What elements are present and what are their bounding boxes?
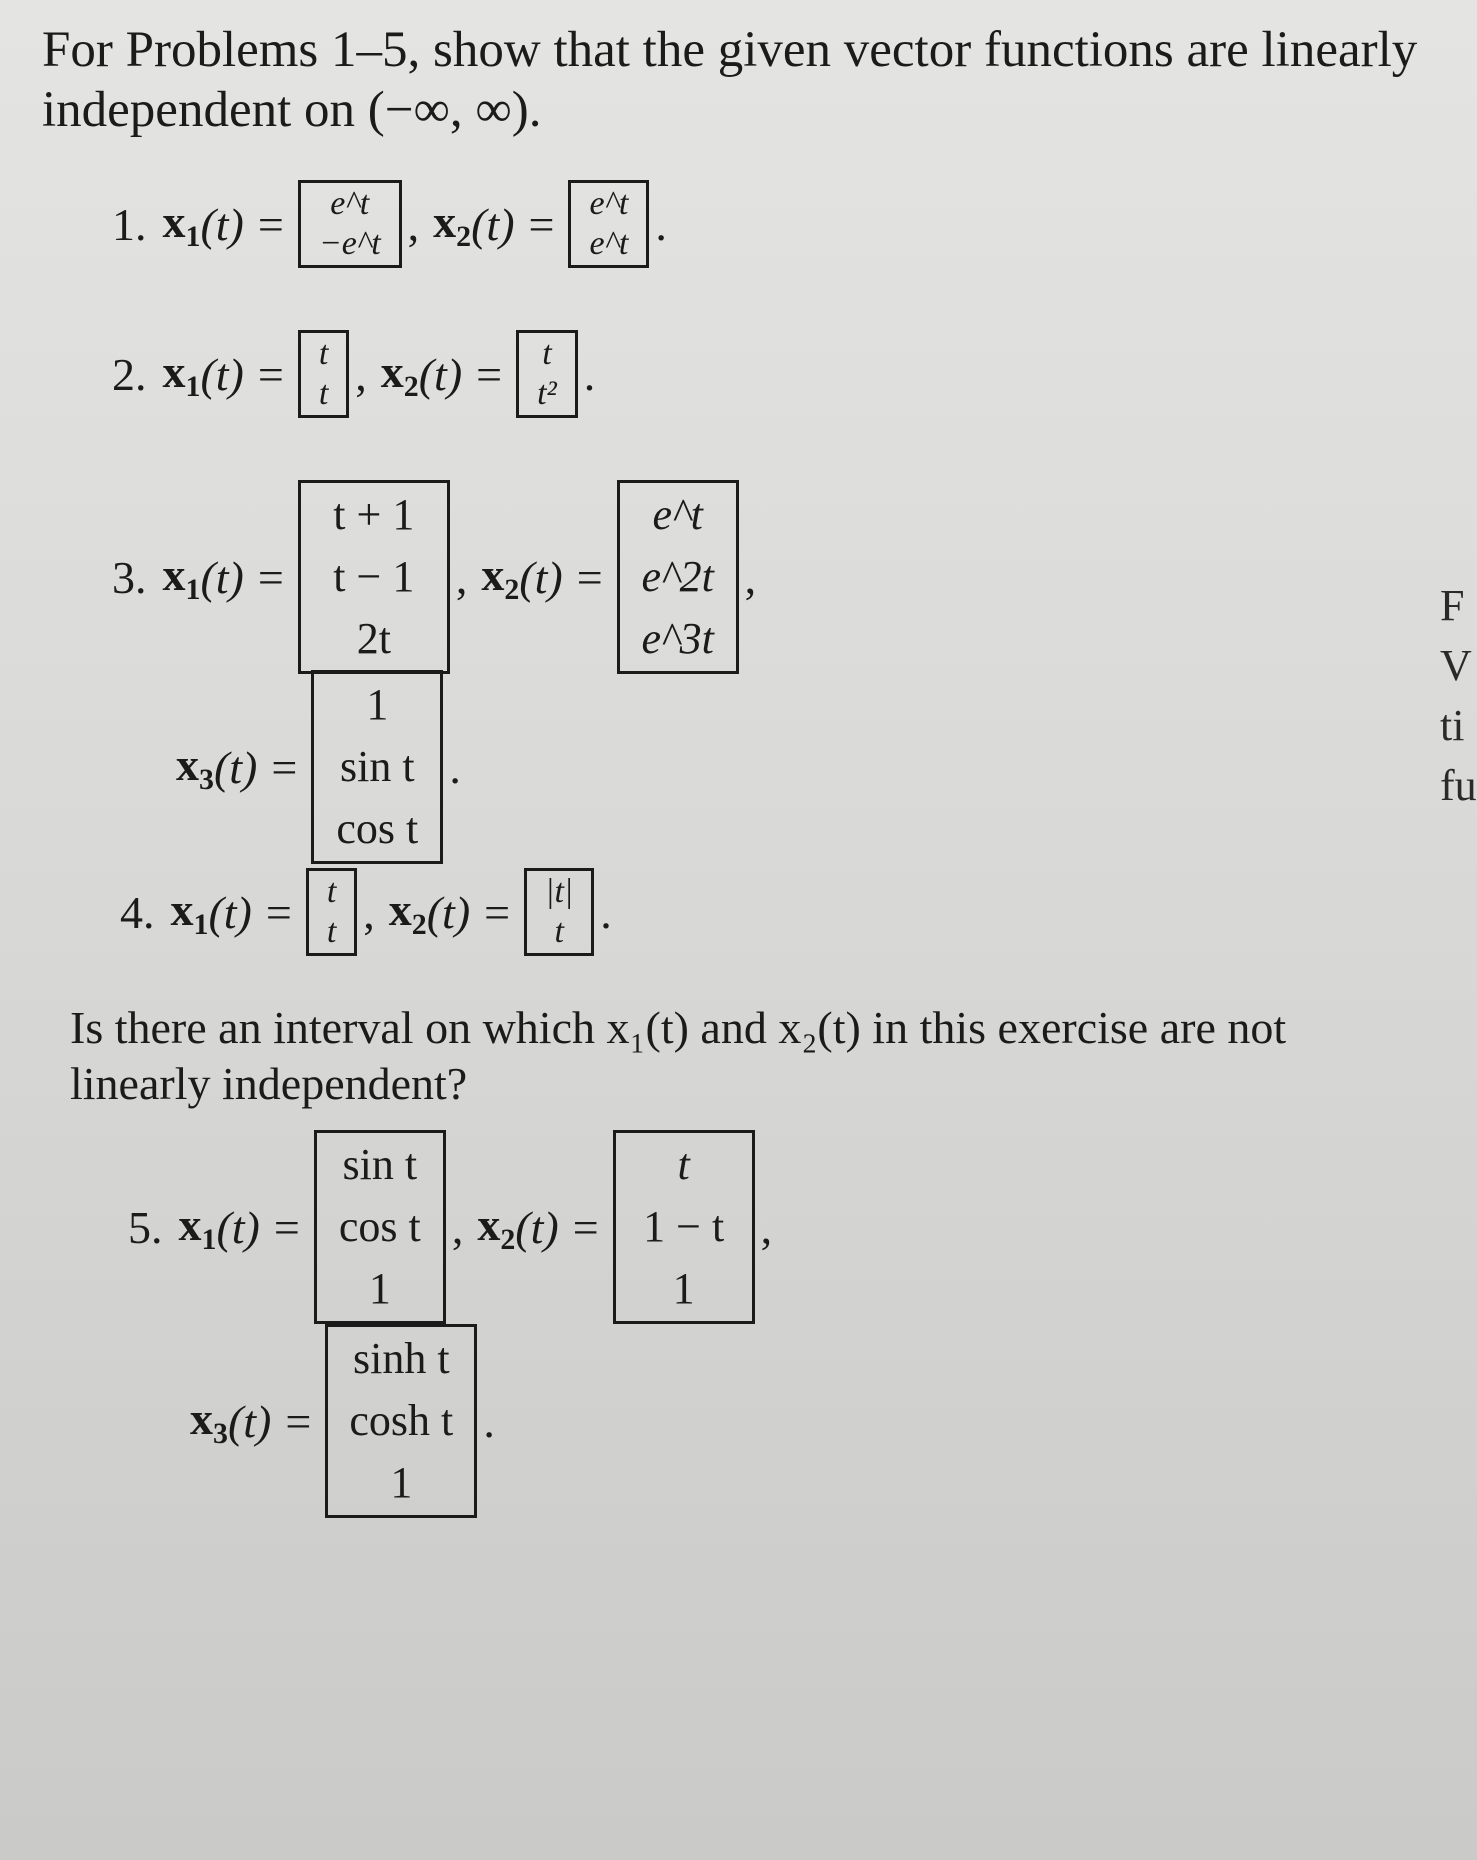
matrix-cell: 1 bbox=[672, 1264, 695, 1313]
problem-4-question: Is there an interval on which x₁(t) and x₂(t) in this exercise are not linearly independent? bbox=[70, 1002, 1287, 1109]
matrix-cell: t bbox=[554, 913, 564, 950]
problem-1: 1. $x_1$ (t) = e^t −e^t , $x_2$ (t) = e^t e^t . bbox=[112, 180, 667, 268]
matrix-cell: e^t bbox=[652, 490, 703, 539]
matrix-cell: e^t bbox=[589, 185, 629, 222]
matrix-cell: 1 bbox=[368, 1264, 391, 1313]
matrix-x2 bbox=[617, 480, 739, 674]
matrix-x2 bbox=[516, 330, 578, 418]
matrix-cell: t bbox=[318, 335, 329, 372]
matrix-cell: cos t bbox=[336, 804, 419, 853]
matrix-x1 bbox=[298, 480, 450, 674]
problem-number: 4. bbox=[120, 886, 155, 938]
matrix-cell: e^2t bbox=[641, 552, 714, 601]
problem-2: 2. $x_1$ (t) = t t , $x_2$ (t) = t t² . bbox=[112, 330, 595, 418]
problem-5: 5. $x_1$ (t) = sin t cos t 1 , $x_2$ (t) = t 1 − t 1 , bbox=[128, 1130, 786, 1324]
problem-4: 4. $x_1$ (t) = t t , $x_2$ (t) = |t| t . bbox=[120, 868, 612, 956]
matrix-x1 bbox=[298, 330, 349, 418]
matrix-cell: t − 1 bbox=[333, 552, 415, 601]
margin-fragment: fu bbox=[1440, 761, 1477, 810]
margin-fragment: V bbox=[1440, 641, 1472, 690]
matrix-x2 bbox=[568, 180, 649, 268]
margin-fragment: F bbox=[1440, 581, 1465, 630]
matrix-cell: t bbox=[326, 873, 337, 910]
matrix-cell: 1 − t bbox=[643, 1202, 725, 1251]
matrix-cell: e^3t bbox=[641, 614, 714, 663]
matrix-x3 bbox=[311, 670, 443, 864]
problem-number: 1. bbox=[112, 198, 147, 250]
matrix-cell: cosh t bbox=[349, 1396, 454, 1445]
var-x1: $x_1$ bbox=[162, 195, 201, 253]
problem-number: 5. bbox=[128, 1201, 163, 1253]
matrix-cell: 1 bbox=[366, 680, 389, 729]
matrix-cell: t bbox=[326, 913, 337, 950]
problem-number: 2. bbox=[112, 348, 147, 400]
matrix-x1 bbox=[306, 868, 357, 956]
matrix-cell: sin t bbox=[340, 742, 415, 791]
matrix-cell: t bbox=[542, 335, 552, 372]
matrix-cell: sinh t bbox=[353, 1334, 450, 1383]
var-x2: $x_2$ bbox=[433, 195, 472, 253]
matrix-cell: sin t bbox=[342, 1140, 418, 1189]
matrix-cell: 1 bbox=[390, 1458, 413, 1507]
matrix-cell: 2t bbox=[356, 614, 391, 663]
matrix-cell: cos t bbox=[338, 1202, 421, 1251]
problem-number: 3. bbox=[112, 551, 147, 603]
problem-3: 3. $x_1$ (t) = t + 1 t − 1 2t , $x_2$ (t) = e^t e^2t e^3t , bbox=[112, 480, 770, 674]
problem-3-x3: $x_3$ (t) = 1 sin t cos t . bbox=[176, 670, 461, 864]
matrix-cell: t bbox=[318, 375, 329, 412]
matrix-x2 bbox=[613, 1130, 755, 1324]
matrix-cell: t² bbox=[537, 375, 557, 412]
matrix-x1 bbox=[314, 1130, 446, 1324]
intro-text: For Problems 1–5, show that the given vector functions are linearly independent on (−∞, ∞). bbox=[42, 22, 1418, 138]
matrix-cell: t bbox=[677, 1140, 690, 1189]
matrix-cell: |t| bbox=[545, 873, 574, 910]
matrix-cell: e^t bbox=[589, 225, 629, 262]
matrix-x2 bbox=[524, 868, 594, 956]
matrix-cell: e^t bbox=[330, 185, 370, 222]
problem-5-x3: $x_3$ (t) = sinh t cosh t 1 . bbox=[190, 1324, 495, 1518]
margin-fragment: ti bbox=[1440, 701, 1465, 750]
matrix-cell: t + 1 bbox=[333, 490, 415, 539]
matrix-x3 bbox=[325, 1324, 477, 1518]
matrix-x1 bbox=[298, 180, 402, 268]
matrix-cell: −e^t bbox=[318, 225, 381, 262]
